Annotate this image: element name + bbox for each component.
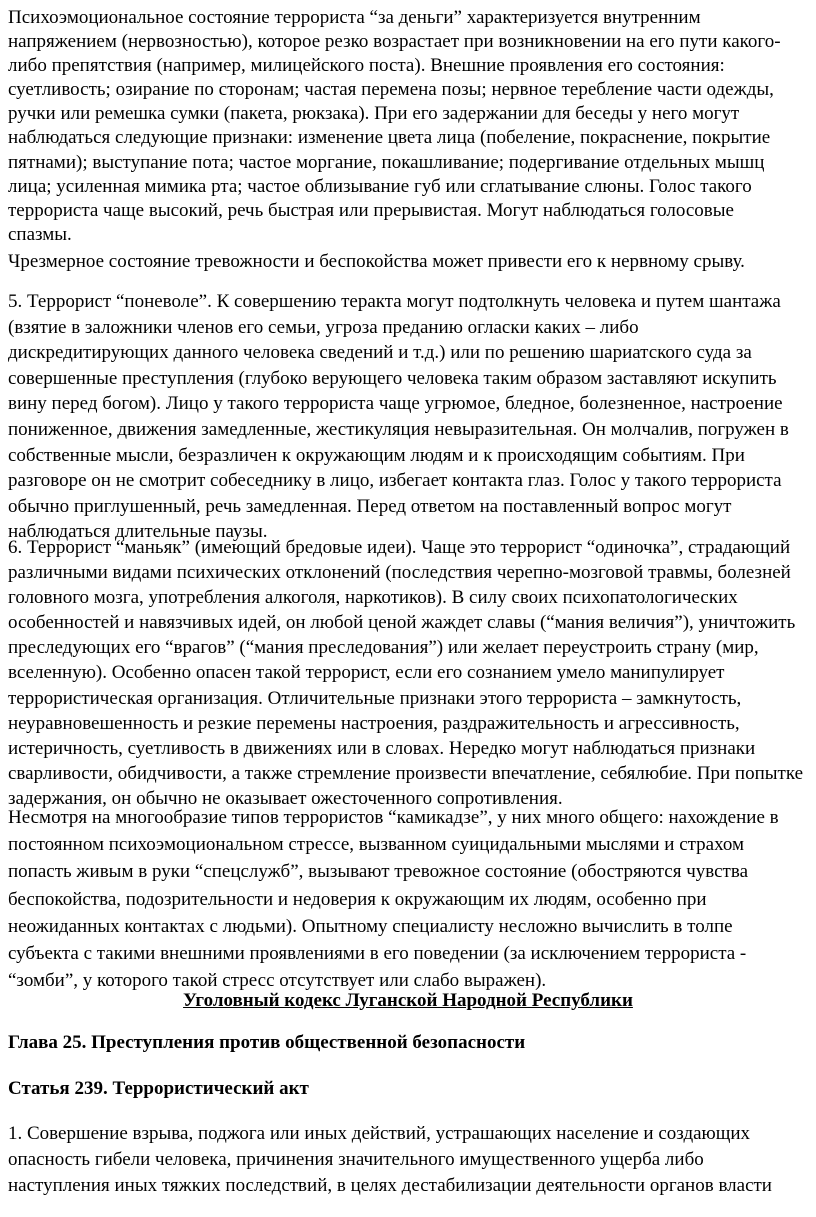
text-line: (взятие в заложники членов его семьи, угроза преданию огласки каких – либо <box>8 316 639 338</box>
chapter-heading: Глава 25. Преступления против общественной безопасности <box>8 1032 526 1053</box>
paragraph-article-clause-1 <box>8 1121 772 1199</box>
text-line: беспокойства, подозрительности и недоверия к окружающим их людям, особенно при <box>8 888 707 910</box>
paragraph-terrorist-for-money <box>8 6 781 247</box>
text-line: Несмотря на многообразие типов террористов “камикадзе”, у них много общего: нахождение в <box>8 807 779 828</box>
paragraph-terrorist-unwilling <box>8 289 789 545</box>
text-line: террористическая организация. Отличительные признаки этого террориста – замкнутость, <box>8 687 742 709</box>
text-line: головного мозга, употребления алкоголя, наркотиков). В силу своих психопатологических <box>8 587 738 609</box>
text-line: 6. Террорист “маньяк” (имеющий бредовые идеи). Чаще это террорист “одиночка”, страдающий <box>8 537 791 558</box>
text-line: суетливость; озирание по сторонам; частая перемена позы; нервное теребление части одежды, <box>8 79 774 101</box>
text-line: 5. Террорист “поневоле”. К совершению теракта могут подтолкнуть человека и путем шантажа <box>8 291 781 312</box>
text-line: истеричность, суетливость в движениях или в словах. Нередко могут наблюдаться признаки <box>8 737 756 759</box>
text-line: террориста чаще высокий, речь быстрая или прерывистая. Могут наблюдаться голосовые <box>8 199 734 221</box>
text-line: наступления иных тяжких последствий, в целях дестабилизации деятельности органов власти <box>8 1175 772 1196</box>
article-heading: Статья 239. Террористический акт <box>8 1078 309 1099</box>
text-line: 1. Совершение взрыва, поджога или иных действий, устрашающих население и создающих <box>8 1123 751 1144</box>
text-line: задержания, он обычно не оказывает ожесточенного сопротивления. <box>8 787 563 809</box>
text-line: напряжением (нервозностью), которое резко возрастает при возникновении на его пути какого- <box>8 31 781 53</box>
text-line: ручки или ремешка сумки (пакета, рюкзака). При его задержании для беседы у него могут <box>8 103 740 125</box>
text-line: пониженное, движения замедленные, жестикуляция невыразительная. Он молчалив, погружен в <box>8 418 789 440</box>
paragraph-kamikaze-common <box>8 804 779 994</box>
text-line: обычно приглушенный, речь замедленная. Перед ответом на поставленный вопрос могут <box>8 495 732 517</box>
text-line: либо препятствия (например, милицейского поста). Внешние проявления его состояния: <box>8 55 725 77</box>
text-line: опасность гибели человека, причинения значительного имущественного ущерба либо <box>8 1149 704 1170</box>
text-line: собственные мысли, безразличен к окружающим людям и к происходящим событиям. При <box>8 444 745 466</box>
text-line: различными видами психических отклонений (последствия черепно-мозговой травмы, болезней <box>8 562 791 584</box>
paragraph-terrorist-maniac <box>8 535 803 811</box>
text-line: спазмы. <box>8 223 72 245</box>
text-line: постоянном психоэмоциональном стрессе, вызванном суицидальными мыслями и страхом <box>8 834 745 856</box>
text-line: неуравновешенность и резкие перемены настроения, раздражительность и агрессивность, <box>8 712 740 734</box>
text-line: пятнами); выступание пота; частое моргание, покашливание; подергивание отдельных мышц <box>8 151 765 173</box>
text-line: особенностей и навязчивых идей, он любой ценой жаждет славы (“мания величия”), уничтожить <box>8 612 796 634</box>
text-line: наблюдаться следующие признаки: изменение цвета лица (побеление, покраснение, покрытие <box>8 127 771 149</box>
text-line: разговоре он не смотрит собеседнику в лицо, избегает контакта глаз. Голос у такого террориста <box>8 470 782 492</box>
text-line: сварливости, обидчивости, а также стремление произвести впечатление, себялюбие. При попытке <box>8 762 804 784</box>
text-line: Психоэмоциональное состояние террориста “за деньги” характеризуется внутренним <box>8 7 701 28</box>
text-line: попасть живым в руки “спецслужб”, вызывают тревожное состояние (обостряются чувства <box>8 861 748 883</box>
text-line: наблюдаться длительные паузы. <box>8 521 268 543</box>
text-line: совершенные преступления (глубоко верующего человека таким образом заставляют искупить <box>8 367 777 389</box>
text-line: вселенную). Особенно опасен такой террорист, если его сознанием умело манипулирует <box>8 662 725 684</box>
text-line: лица; усиленная мимика рта; частое облизывание губ или сглатывание слюны. Голос такого <box>8 175 752 197</box>
text-line: вину перед богом). Лицо у такого террориста чаще угрюмое, бледное, болезненное, настроение <box>8 393 783 415</box>
text-line: субъекта с такими внешними проявлениями в его поведении (за исключением террориста - <box>8 943 747 965</box>
text-line: Чрезмерное состояние тревожности и беспокойства может привести его к нервному срыву. <box>8 251 745 272</box>
text-line: преследующих его “врагов” (“мания преследования”) или желает переустроить страну (мир, <box>8 637 759 659</box>
text-line: “зомби”, у которого такой стресс отсутствует или слабо выражен). <box>8 970 547 992</box>
code-title-heading: Уголовный кодекс Луганской Народной Республики <box>183 990 633 1011</box>
text-line: неожиданных контактах с людьми). Опытному специалисту несложно вычислить в толпе <box>8 915 733 937</box>
paragraph-anxiety <box>8 249 745 274</box>
text-line: дискредитирующих данного человека сведений и т.д.) или по решению шариатского суда за <box>8 342 752 364</box>
